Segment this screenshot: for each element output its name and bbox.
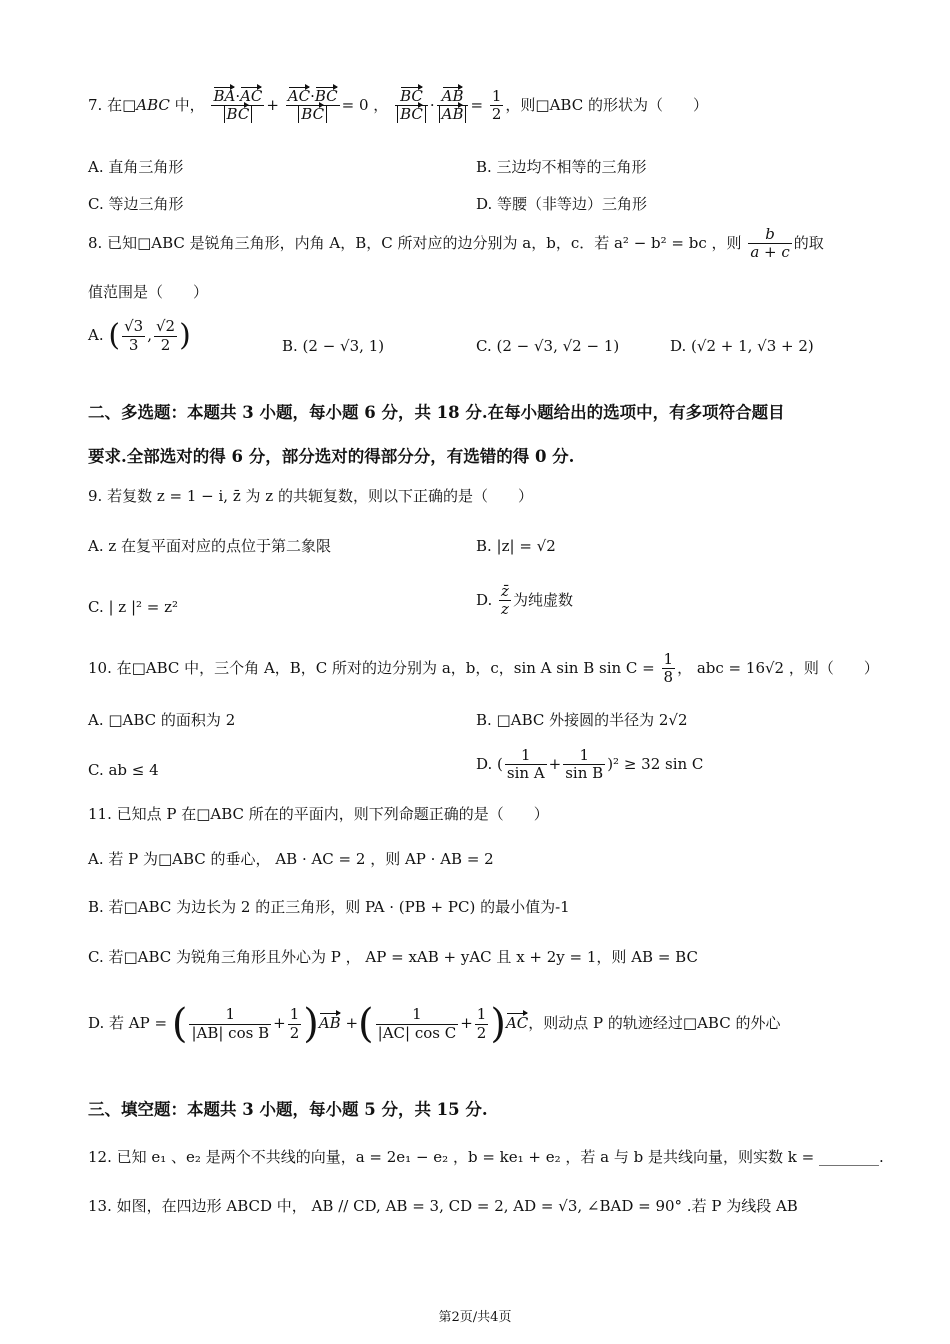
q10-option-a: A. □ABC 的面积为 2: [88, 711, 236, 729]
question-11-stem: 11. 已知点 P 在□ABC 所在的平面内，则下列命题正确的是（ ）: [88, 805, 549, 823]
section-3-heading: 三、填空题：本题共 3 小题，每小题 5 分，共 15 分.: [88, 1100, 488, 1119]
q7-half: $\frac{1}{2}$: [491, 87, 502, 124]
question-8-stem: [88, 226, 824, 262]
section-2-heading-line2: 要求.全部选对的得 6 分，部分选对的得部分分，有选错的得 0 分.: [88, 447, 575, 466]
q11-option-b: B. 若□ABC 为边长为 2 的正三角形，则 PA · (PB + PC) 的最小值为-1: [88, 898, 570, 916]
section-2-heading-line1: 二、多选题：本题共 3 小题，每小题 6 分，共 18 分.在每小题给出的选项中，有多项符合题目: [88, 403, 785, 422]
q7-eq0: = 0 ，: [341, 95, 389, 114]
q8-option-c: C. (2 − √3, √2 − 1): [476, 337, 620, 355]
q11-option-a: A. 若 P 为□ABC 的垂心， AB · AC = 2 ，则 AP · AB = 2: [88, 850, 494, 868]
q7-frac-4: $\frac{AB}{AB}$: [437, 88, 469, 124]
q7-option-d: D. 等腰（非等边）三角形: [476, 195, 648, 213]
q9-option-d: D. $\frac{z̄}{z}$ 为纯虚数: [476, 582, 573, 619]
q7-frac-3: $\frac{BC}{BC}$: [395, 88, 428, 124]
q8-line2: 值范围是（ ）: [88, 283, 209, 301]
page-footer: 第2页/共4页: [438, 1310, 512, 1325]
q11-option-c: C. 若□ABC 为锐角三角形且外心为 P ， AP = xAB + yAC 且 x + 2y = 1，则 AB = BC: [88, 948, 698, 966]
q7-prefix: 7. 在□: [88, 95, 137, 114]
q8-option-a: A. ( $\frac{√3}{3}$ , $\frac{√2}{2}$ ): [88, 317, 191, 354]
q7-frac-1: $\frac{BA\cdot AC}{BC}$: [213, 87, 263, 124]
q8-line1: 8. 已知□ABC 是锐角三角形，内角 A，B，C 所对应的边分别为 a，b，c．若 a² − b² = bc ，则: [88, 233, 742, 252]
q10-option-c: C. ab ≤ 4: [88, 761, 159, 779]
q10-option-d: D. ( $\frac{1}{\text{sin A}}$ + $\frac{1}{\text{sin B}}$ )² ≥ 32 sin C: [476, 746, 704, 783]
q7-triangle: ABC: [136, 95, 170, 114]
question-7-stem: 7. 在□ABC 中， $\frac{BA\cdot AC}{BC}$ + $\frac{AC\cdot BC}{BC}$ = 0 ， $\frac{BC}{BC}$ · $\frac{AB}{AB}$ = $\frac{1}{2}$ ，则□ABC 的形状为（ ）: [88, 87, 708, 124]
q7-eqhalf: =: [470, 95, 484, 114]
q8-option-b: B. (2 − √3, 1): [282, 337, 385, 355]
q7-mid: 中，: [169, 95, 205, 114]
q8-frac: $\frac{b}{a + c}$: [750, 225, 790, 262]
q7-option-a: A. 直角三角形: [88, 158, 184, 176]
question-10-stem: 10. 在□ABC 中，三个角 A，B，C 所对的边分别为 a，b，c，sin A sin B sin C = $\frac{1}{8}$ ， abc = 16√2 ，则（ ）: [88, 650, 879, 687]
q9-option-a: A. z 在复平面对应的点位于第二象限: [88, 537, 332, 555]
question-9-stem: 9. 若复数 z = 1 − i, z̄ 为 z 的共轭复数，则以下正确的是（ ）: [88, 487, 533, 505]
question-12-stem: 12. 已知 e₁ 、e₂ 是两个不共线的向量，a = 2e₁ − e₂ ，b = ke₁ + e₂ ，若 a 与 b 是共线向量，则实数 k = ________.: [88, 1148, 884, 1166]
question-13-stem: 13. 如图，在四边形 ABCD 中， AB // CD, AB = 3, CD = 2, AD = √3, ∠BAD = 90° .若 P 为线段 AB: [88, 1197, 798, 1215]
q9-option-b: B. |z| = √2: [476, 537, 556, 555]
q7-option-c: C. 等边三角形: [88, 195, 184, 213]
q8-line1-end: 的取: [793, 233, 824, 252]
q7-frac-2: $\frac{AC\cdot BC}{BC}$: [287, 87, 338, 124]
q10-option-b: B. □ABC 外接圆的半径为 2√2: [476, 711, 688, 729]
q11-option-d: D. 若 AP = ( $\frac{1}{\text{|AB| cos B}}$ + $\frac{1}{2}$ )AB +( $\frac{1}{\text{|AC| cos C}}$ + $\frac{1}{2}$ )AC，则动点 P 的轨迹经过□ABC 的外心: [88, 1001, 781, 1047]
q9-option-c: C. | z |² = z²: [88, 598, 179, 616]
q7-suffix: ，则□ABC 的形状为（ ）: [505, 95, 708, 114]
q8-option-d: D. (√2 + 1, √3 + 2): [670, 337, 814, 355]
q7-option-b: B. 三边均不相等的三角形: [476, 158, 647, 176]
